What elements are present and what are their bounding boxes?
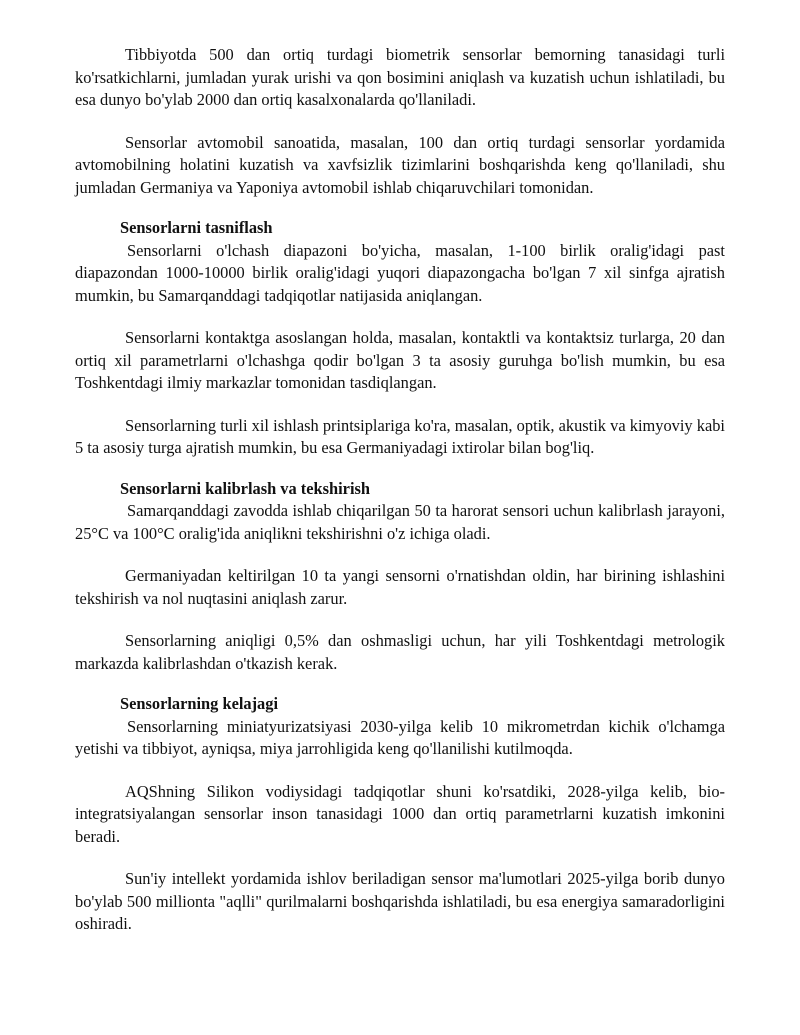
section-heading-classification: Sensorlarni tasniflash	[120, 218, 273, 237]
intro-paragraph-1: Tibbiyotda 500 dan ortiq turdagi biometrik sensorlar bemorning tanasidagi turli ko'rsatkichlarni, jumladan yurak urishi va qon bosimini aniqlash va kuzatish uchun ishlatiladi, bu esa dunyo bo'ylab 2000 dan ortiq kasalxonalarda qo'llaniladi.	[75, 45, 725, 109]
future-paragraph-2: AQShning Silikon vodiysidagi tadqiqotlar shuni ko'rsatdiki, 2028-yilga kelib, bio-integratsiyalangan sensorlar inson tanasidagi 1000 dan ortiq parametrlarni kuzatish imkonini beradi.	[75, 781, 725, 846]
classification-paragraph-3: Sensorlarning turli xil ishlash printsiplariga ko'ra, masalan, optik, akustik va kimyoviy kabi 5 ta asosiy turga ajratish mumkin, bu esa Germaniyadagi ixtirolar bilan bog'liq.	[75, 415, 725, 457]
calibration-paragraph-2: Germaniyadan keltirilgan 10 ta yangi sensorni o'rnatishdan oldin, har birining ishlashini tekshirish va nol nuqtasini aniqlash zarur.	[75, 566, 725, 608]
classification-paragraph-2: Sensorlarni kontaktga asoslangan holda, masalan, kontaktli va kontaktsiz turlarga, 20 dan ortiq xil parametrlarni o'lchashga qodir bo'lgan 3 ta asosiy guruhga bo'lish mumkin, bu esa Toshkentdagi ilmiy markazlar tomonidan tasdiqlangan.	[75, 328, 725, 392]
section-heading-future: Sensorlarning kelajagi	[120, 694, 278, 713]
future-paragraph-1: Sensorlarning miniatyurizatsiyasi 2030-yilga kelib 10 mikrometrdan kichik o'lchamga yetishi va tibbiyot, ayniqsa, miya jarrohligida keng qo'llanilishi kutilmoqda.	[75, 716, 725, 758]
future-paragraph-3: Sun'iy intellekt yordamida ishlov beriladigan sensor ma'lumotlari 2025-yilga borib dunyo bo'ylab 500 millionta "aqlli" qurilmalarni boshqarishda ishlatiladi, bu esa energiya samaradorligini oshiradi.	[75, 869, 725, 933]
section-heading-calibration: Sensorlarni kalibrlash va tekshirish	[120, 478, 371, 498]
intro-paragraph-2: Sensorlar avtomobil sanoatida, masalan, 100 dan ortiq turdagi sensorlar yordamida avtomobilning holatini kuzatish va xavfsizlik tizimlarini boshqarishda keng qo'llaniladi, shu jumladan Germaniya va Yaponiya avtomobil ishlab chiqaruvchilari tomonidan.	[75, 132, 725, 197]
document-page	[75, 44, 725, 936]
calibration-paragraph-3: Sensorlarning aniqligi 0,5% dan oshmasligi uchun, har yili Toshkentdagi metrologik markazda kalibrlashdan o'tkazish kerak.	[75, 631, 725, 673]
calibration-paragraph-1: Samarqanddagi zavodda ishlab chiqarilgan 50 ta harorat sensori uchun kalibrlash jarayoni, 25°C va 100°C oralig'ida aniqlikni tekshirishni o'z ichiga oladi.	[75, 501, 725, 543]
classification-paragraph-1: Sensorlarni o'lchash diapazoni bo'yicha, masalan, 1-100 birlik oralig'idagi past diapazondan 1000-10000 birlik oralig'idagi yuqori diapazongacha bo'lgan 7 xil sinfga ajratish mumkin, bu Samarqanddagi tadqiqotlar natijasida aniqlangan.	[75, 240, 725, 305]
